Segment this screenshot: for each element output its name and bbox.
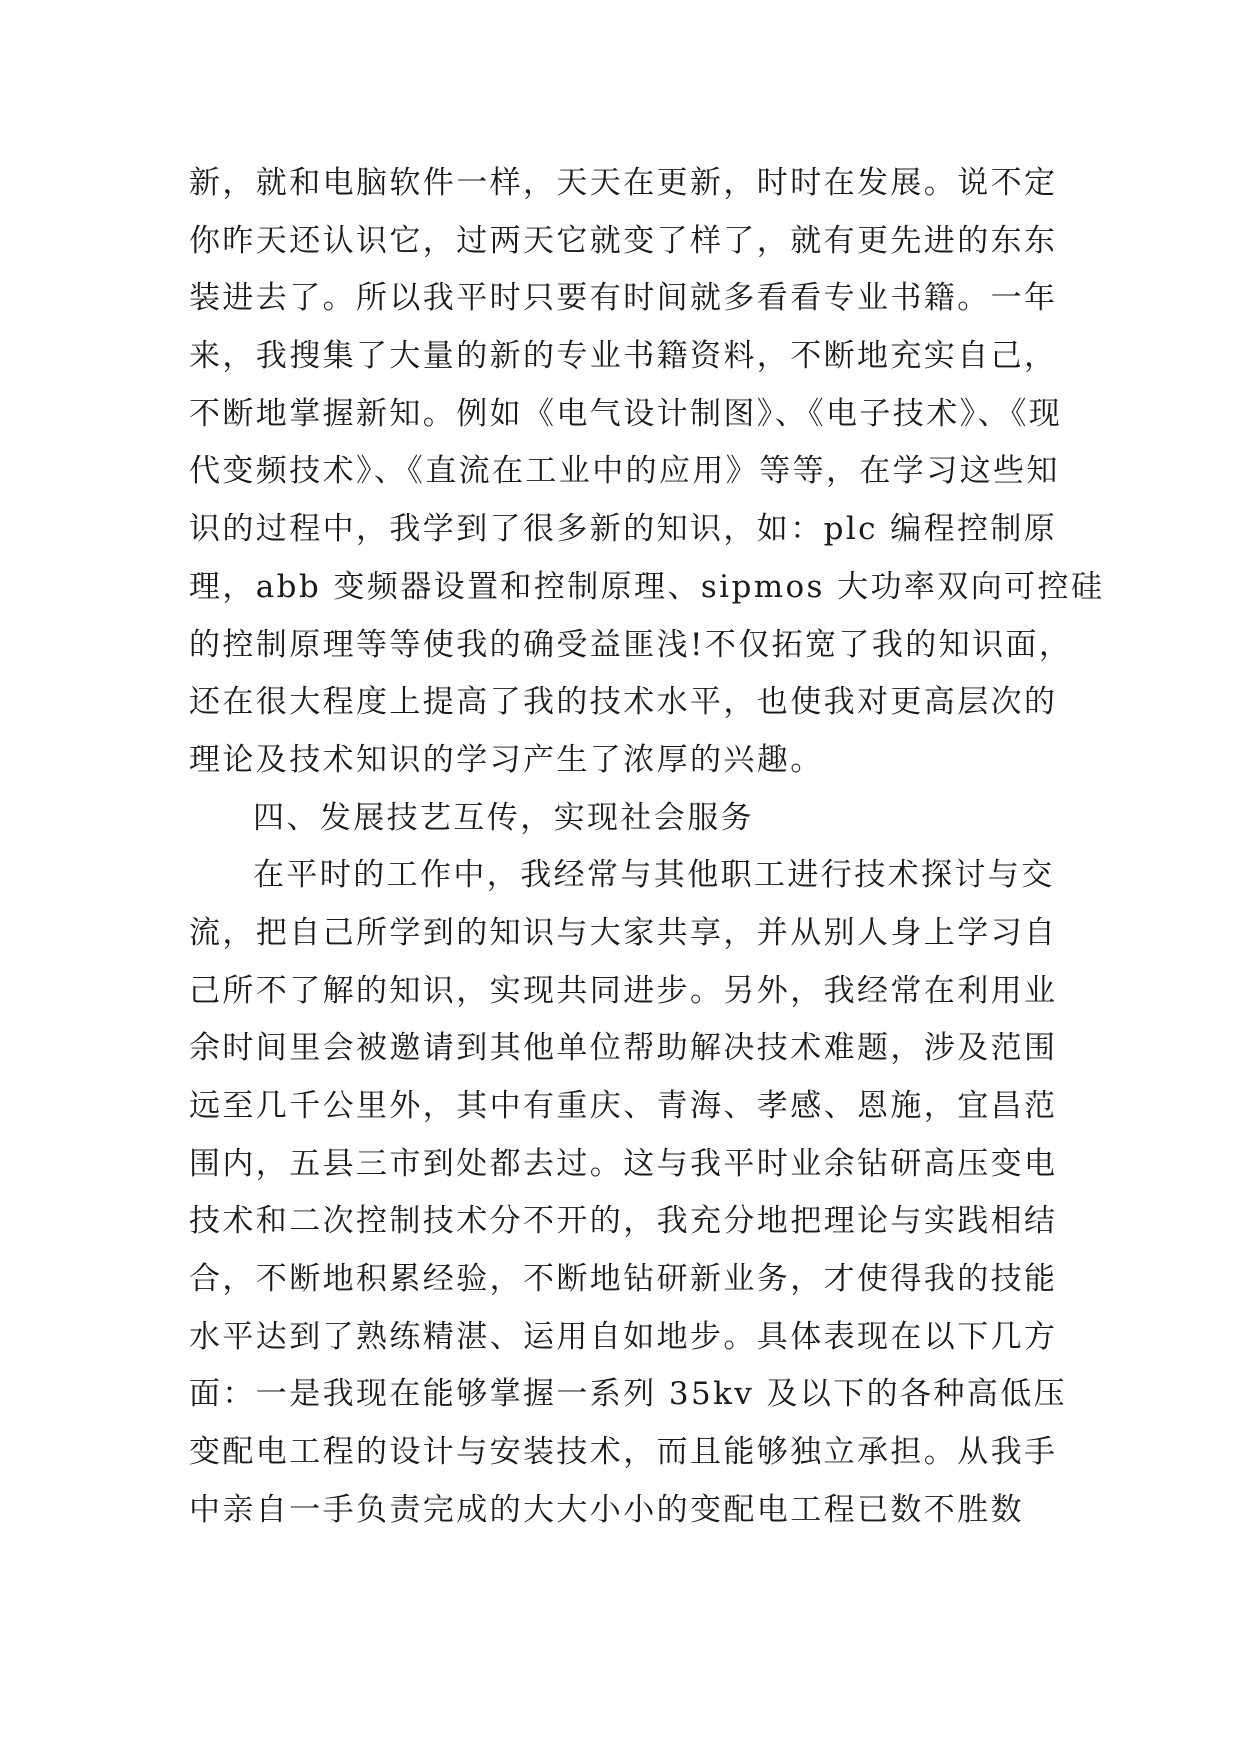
paragraph-line: 技术和二次控制技术分不开的，我充分地把理论与实践相结 [189,1203,1058,1240]
section-heading: 四、发展技艺互传，实现社会服务 [253,799,754,836]
body-text [189,155,1105,1540]
paragraph-line: 代变频技术》、《直流在工业中的应用》等等，在学习这些知 [189,453,1060,490]
paragraph-line: 的控制原理等等使我的确受益匪浅!不仅拓宽了我的知识面， [189,626,1073,663]
paragraph-line: 理，abb 变频器设置和控制原理、sipmos 大功率双向可控硅 [189,568,1105,605]
paragraph-line: 围内，五县三市到处都去过。这与我平时业余钻研高压变电 [189,1145,1058,1182]
paragraph-line: 在平时的工作中，我经常与其他职工进行技术探讨与交 [253,857,1055,894]
paragraph-line: 还在很大程度上提高了我的技术水平，也使我对更高层次的 [189,684,1058,721]
paragraph-line: 合，不断地积累经验，不断地钻研新业务，才使得我的技能 [189,1261,1058,1298]
paragraph-line: 装进去了。所以我平时只要有时间就多看看专业书籍。一年 [189,280,1058,317]
paragraph-line: 面：一是我现在能够掌握一系列 35kv 及以下的各种高低压 [189,1376,1068,1413]
paragraph-line: 水平达到了熟练精湛、运用自如地步。具体表现在以下几方 [189,1318,1058,1355]
paragraph-line: 变配电工程的设计与安装技术，而且能够独立承担。从我手 [189,1434,1058,1471]
paragraph-line: 不断地掌握新知。例如《电气设计制图》、《电子技术》、《现 [189,395,1063,432]
paragraph-line: 新，就和电脑软件一样，天天在更新，时时在发展。说不定 [189,165,1058,201]
paragraph-line: 识的过程中，我学到了很多新的知识，如：plc 编程控制原 [189,511,1058,548]
paragraph-line: 来，我搜集了大量的新的专业书籍资料，不断地充实自己， [189,338,1058,375]
paragraph-line: 余时间里会被邀请到其他单位帮助解决技术难题，涉及范围 [189,1030,1058,1067]
paragraph-line: 你昨天还认识它，过两天它就变了样了，就有更先进的东东 [189,222,1058,259]
paragraph-line: 己所不了解的知识，实现共同进步。另外，我经常在利用业 [189,972,1058,1009]
paragraph-line: 中亲自一手负责完成的大大小小的变配电工程已数不胜数 [189,1491,1024,1528]
paragraph-line: 流，把自己所学到的知识与大家共享，并从别人身上学习自 [189,914,1058,951]
paragraph-line: 理论及技术知识的学习产生了浓厚的兴趣。 [189,741,824,778]
paragraph-line: 远至几千公里外，其中有重庆、青海、孝感、恩施，宜昌范 [189,1088,1058,1124]
